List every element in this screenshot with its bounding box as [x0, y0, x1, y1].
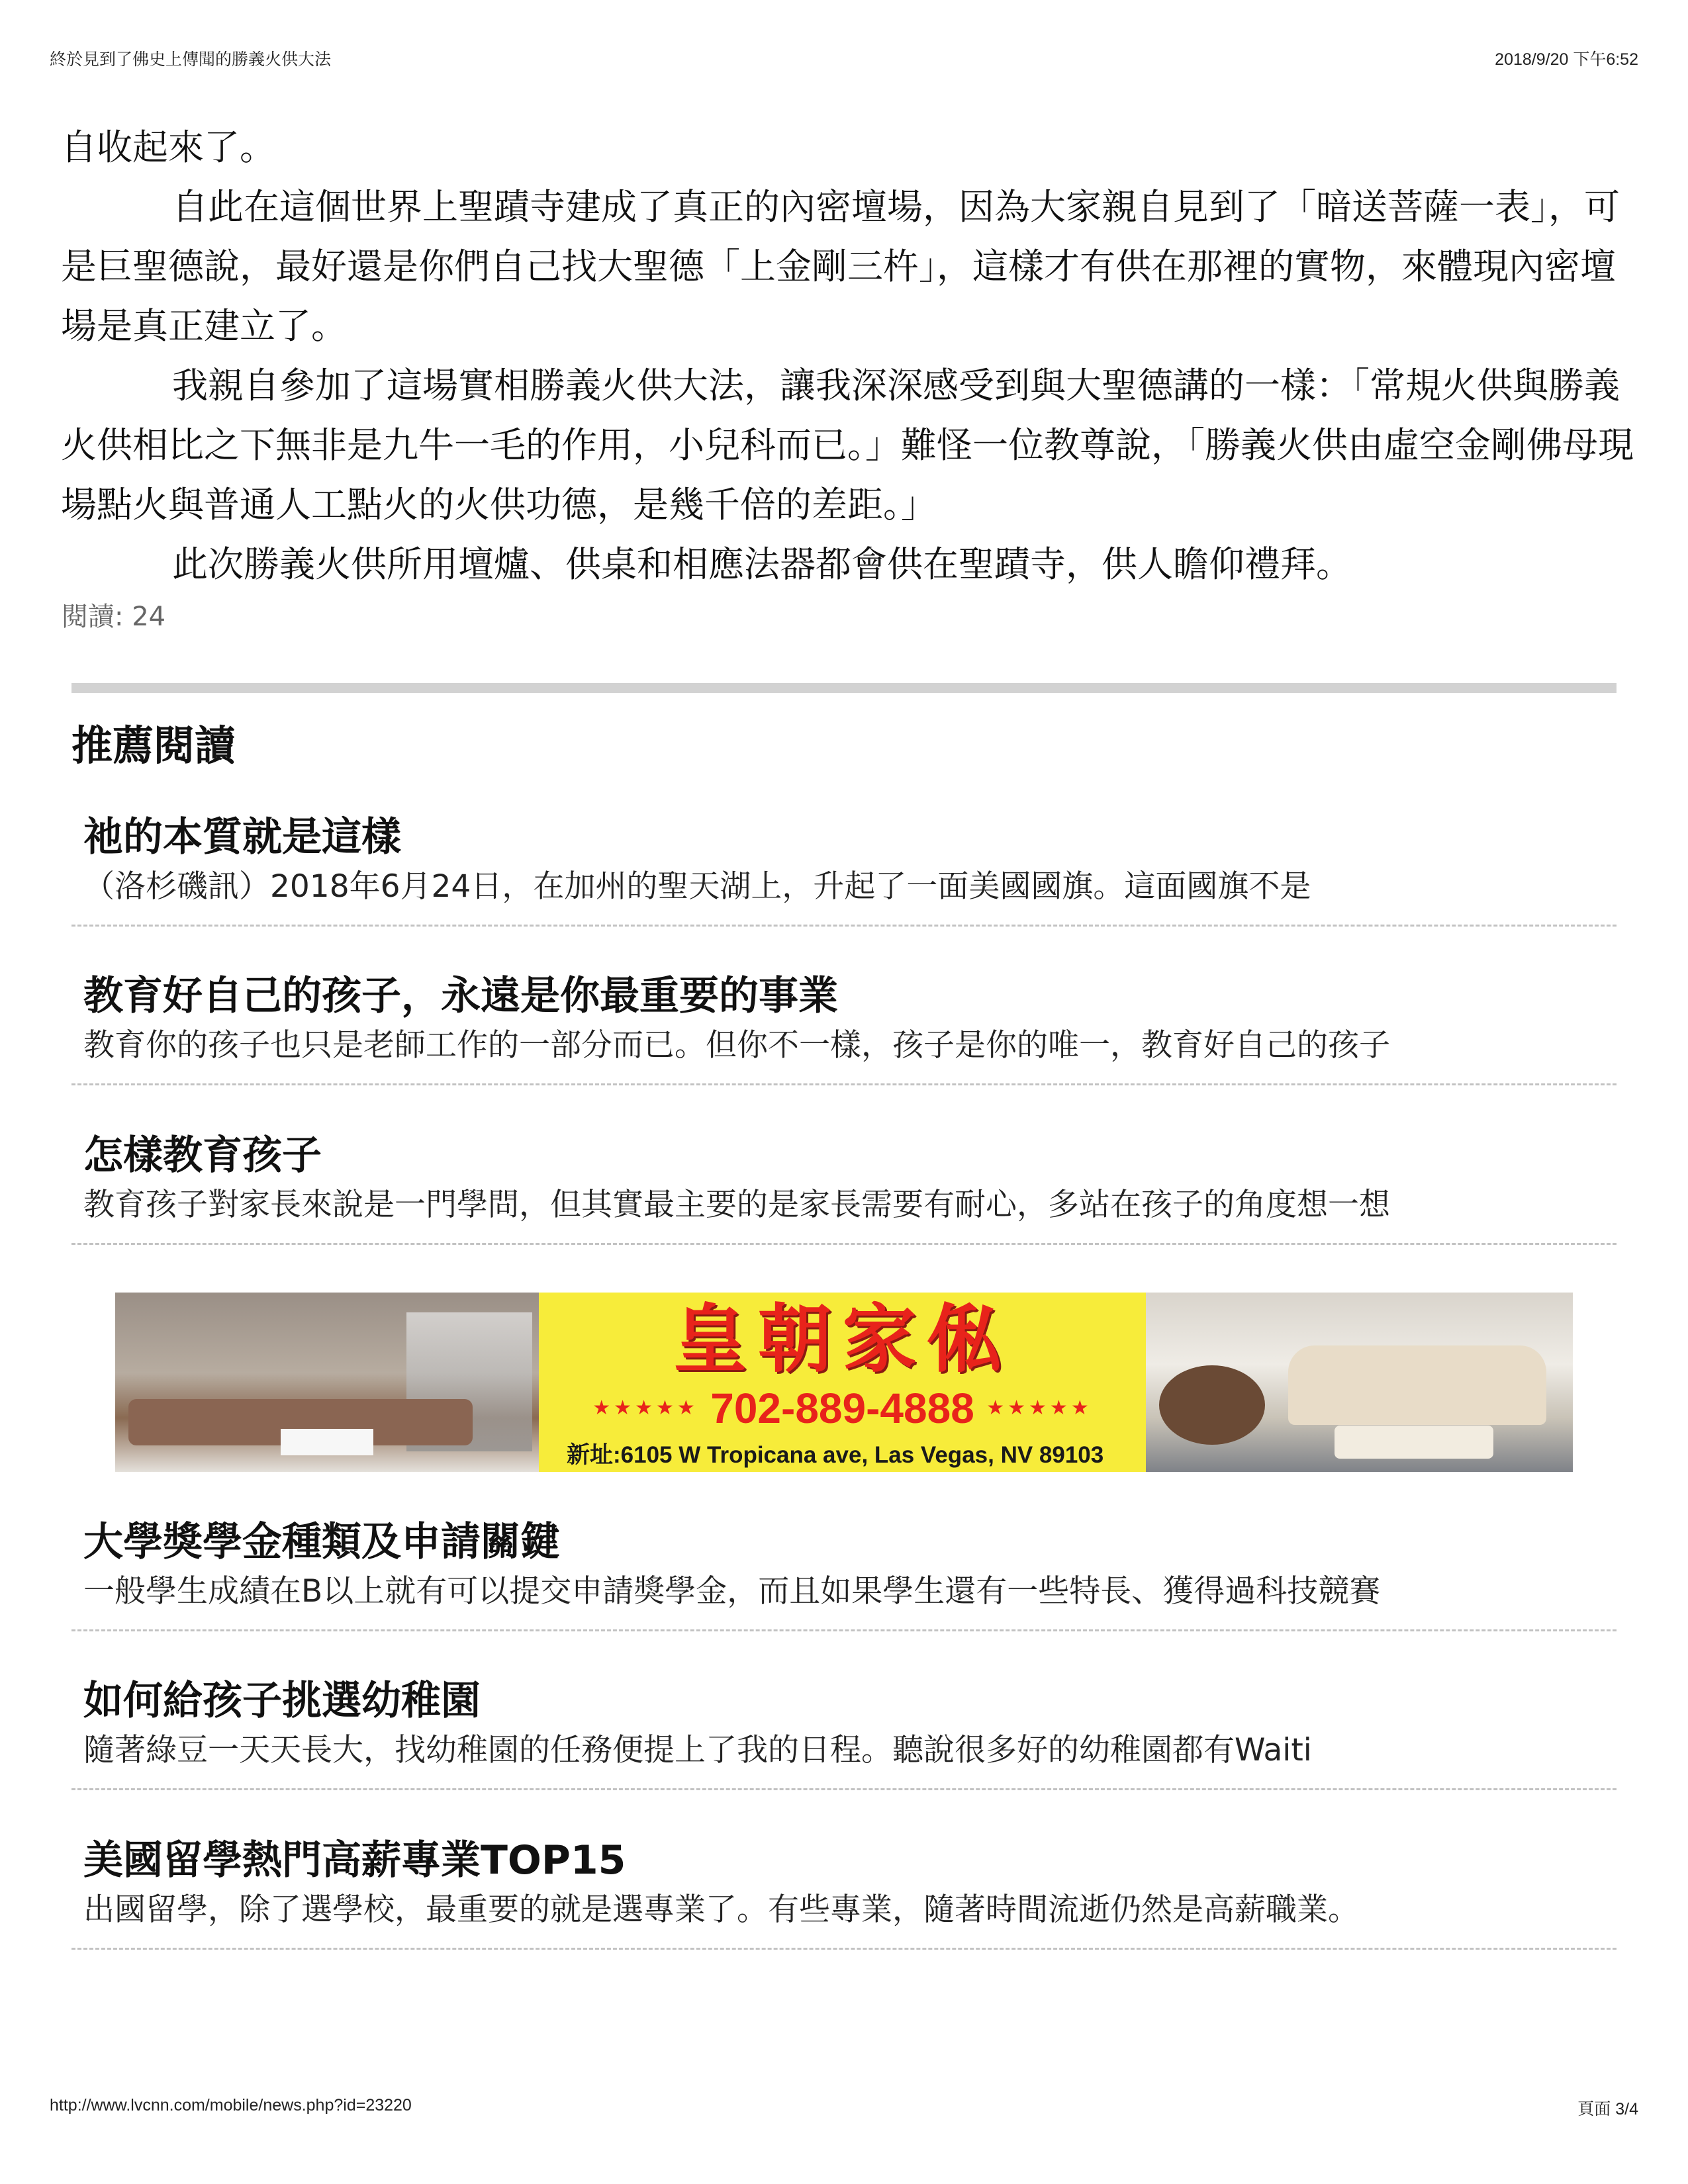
- article-body: [61, 118, 1636, 594]
- print-header-title: 終於見到了佛史上傳聞的勝義火供大法: [50, 50, 332, 69]
- article-paragraph: 此次勝義火供所用壇爐、供桌和相應法器都會供在聖蹟寺，供人瞻仰禮拜。: [172, 543, 1352, 585]
- ornate-table-shape: [1335, 1426, 1493, 1459]
- recommended-item-summary[interactable]: 教育你的孩子也只是老師工作的一部分而已。但你不一樣，孩子是你的唯一，教育好自己的孩子: [83, 1027, 1390, 1064]
- article-paragraph: 自此在這個世界上聖蹟寺建成了真正的內密壇場，因為大家親自見到了「暗送菩薩一表」，可是巨聖德說，最好還是你們自己找大聖德「上金剛三杵」，這樣才有供在那裡的實物，來體現內密壇場是真正建立了。: [61, 186, 1620, 347]
- dashed-separator: [71, 1788, 1617, 1790]
- recommended-item-summary[interactable]: （洛杉磯訊）2018年6月24日，在加州的聖天湖上，升起了一面美國國旗。這面國旗不是: [83, 868, 1311, 905]
- recommended-item-summary[interactable]: 一般學生成績在B以上就有可以提交申請獎學金，而且如果學生還有一些特長、獲得過科技競賽: [83, 1573, 1381, 1610]
- recommended-item-title[interactable]: 如何給孩子挑選幼稚園: [83, 1678, 481, 1724]
- recommended-item-title[interactable]: 大學獎學金種類及申請關鍵: [83, 1519, 560, 1565]
- recommended-item-summary[interactable]: 出國留學，除了選學校，最重要的就是選專業了。有些專業，隨著時間流逝仍然是高薪職業。: [83, 1891, 1359, 1928]
- ad-address: 新址:6105 W Tropicana ave, Las Vegas, NV 89103: [567, 1442, 1104, 1468]
- ad-brand-name: 皇朝家俬: [673, 1296, 1012, 1383]
- recommended-item[interactable]: [71, 970, 1617, 1085]
- article-paragraph: 自收起來了。: [61, 126, 275, 168]
- coffee-table-shape: [281, 1429, 373, 1455]
- ad-phone-row: [539, 1385, 1146, 1432]
- dashed-separator: [71, 1243, 1617, 1245]
- recommended-item-title[interactable]: 怎樣教育孩子: [83, 1132, 322, 1179]
- star-icon-group: ★★★★★: [986, 1397, 1092, 1419]
- recommended-item[interactable]: [71, 811, 1617, 927]
- ad-phone-number[interactable]: 702-889-4888: [710, 1385, 974, 1432]
- read-count: 閱讀: 24: [62, 602, 166, 632]
- sofa-showroom-photo: [115, 1293, 539, 1472]
- dashed-separator: [71, 1948, 1617, 1950]
- print-footer-page-number: 頁面 3/4: [1577, 2100, 1638, 2118]
- round-table-shape: [1159, 1365, 1265, 1445]
- print-header: [50, 46, 1638, 73]
- recommended-item-summary[interactable]: 教育孩子對家長來說是一門學問，但其實最主要的是家長需要有耐心，多站在孩子的角度想一想: [83, 1187, 1390, 1223]
- section-divider: [71, 683, 1617, 693]
- furniture-ad-banner[interactable]: [115, 1293, 1573, 1472]
- living-room-photo: [1146, 1293, 1573, 1472]
- dashed-separator: [71, 925, 1617, 927]
- recommended-item[interactable]: [71, 1129, 1617, 1245]
- dashed-separator: [71, 1083, 1617, 1085]
- article-paragraph: 我親自參加了這場實相勝義火供大法，讓我深深感受到與大聖德講的一樣：「常規火供與勝義火供相比之下無非是九牛一毛的作用，小兒科而已。」難怪一位教尊說，「勝義火供由虛空金剛佛母現場點火與普通人工點火的火供功德，是幾千倍的差距。」: [61, 365, 1634, 525]
- print-header-date: 2018/9/20 下午6:52: [1495, 50, 1638, 69]
- dashed-separator: [71, 1629, 1617, 1631]
- recommended-item-summary[interactable]: 隨著綠豆一天天長大，找幼稚園的任務便提上了我的日程。聽說很多好的幼稚園都有Waiti: [83, 1732, 1312, 1768]
- print-footer: [50, 2096, 1638, 2122]
- star-icon-group: ★★★★★: [592, 1397, 698, 1419]
- recommended-item-title[interactable]: 祂的本質就是這樣: [83, 814, 401, 860]
- recommended-item-title[interactable]: 教育好自己的孩子，永遠是你最重要的事業: [83, 973, 838, 1019]
- recommended-item-title[interactable]: 美國留學熱門高薪專業TOP15: [83, 1837, 626, 1884]
- recommended-item[interactable]: [71, 1516, 1617, 1631]
- print-footer-url: http://www.lvcnn.com/mobile/news.php?id=23220: [50, 2096, 412, 2115]
- recommended-item[interactable]: [71, 1674, 1617, 1790]
- ad-brand-panel: [539, 1293, 1146, 1472]
- recommended-item[interactable]: [71, 1834, 1617, 1950]
- recommended-heading: 推薦閱讀: [71, 721, 236, 770]
- ornate-sofa-shape: [1288, 1345, 1546, 1425]
